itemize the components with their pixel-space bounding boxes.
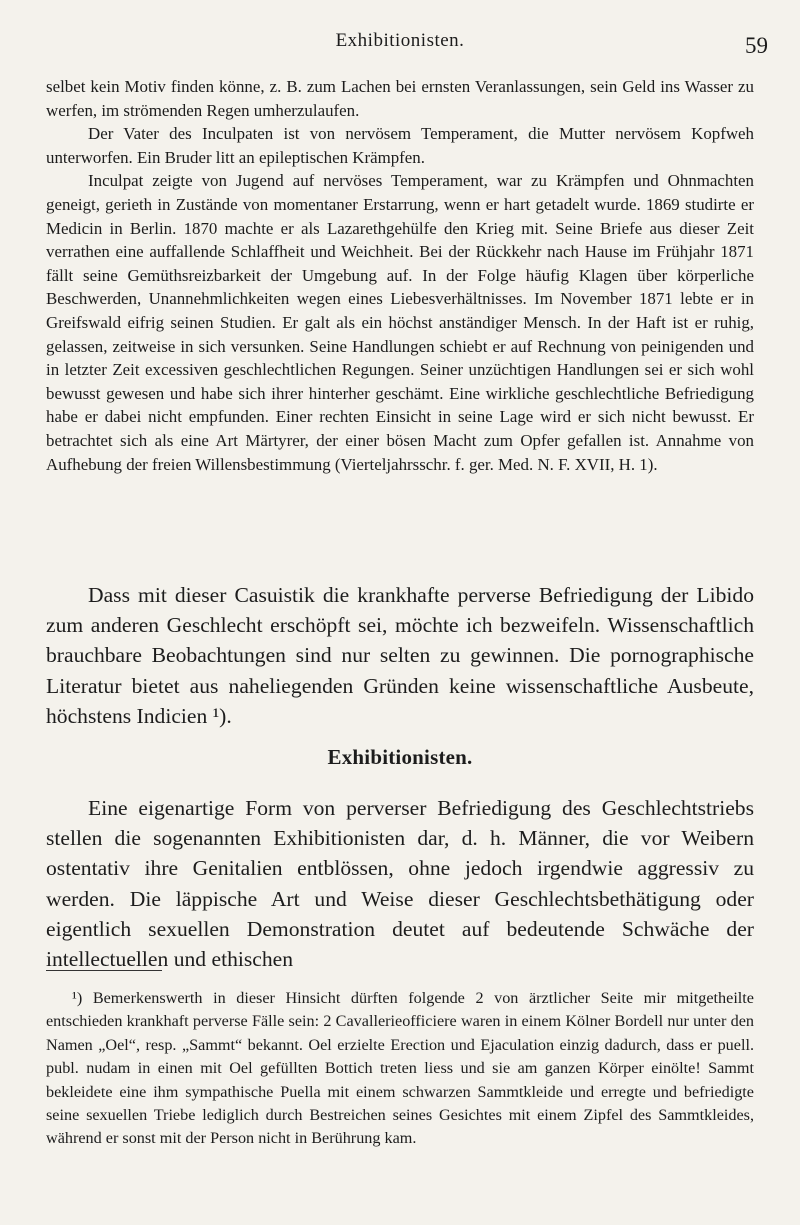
- section-text-block: [46, 793, 754, 974]
- case-paragraph: selbet kein Motiv finden könne, z. B. zum Lachen bei ernsten Veranlassungen, sein Geld ins Wasser zu werfen, im strömenden Regen umherzulaufen.: [46, 77, 754, 120]
- page-number: 59: [745, 33, 768, 58]
- case-paragraph: Der Vater des Inculpaten ist von nervösem Temperament, die Mutter nervösem Kopfweh unterworfen. Ein Bruder litt an epileptischen Krämpfen.: [46, 124, 754, 167]
- footnote: [46, 987, 754, 1151]
- section-paragraph: Eine eigenartige Form von perverser Befriedigung des Geschlechtstriebs stellen die sogenannten Exhibitionisten dar, d. h. Männer, die vor Weibern ostentativ ihre Genitalien entblössen, ohne jedoch irgendwie aggressiv zu werden. Die läppische Art und Weise dieser Geschlechtsbethätigung oder eigentlich sexuellen Demonstration deutet auf bedeutende Schwäche der intellectuellen und ethischen: [46, 796, 754, 972]
- section-heading: Exhibitionisten.: [327, 745, 473, 769]
- footnote-divider: [46, 970, 162, 971]
- main-paragraph: Dass mit dieser Casuistik die krankhafte perverse Befriedigung der Libido zum anderen Geschlecht erschöpft sei, möchte ich bezweifeln. Wissenschaftlich brauchbare Beobachtungen sind nur selten zu gewinnen. Die pornographische Literatur bietet aus naheliegenden Gründen keine wissenschaftliche Ausbeute, höchstens Indicien ¹).: [46, 583, 754, 728]
- case-report-text: [46, 75, 754, 476]
- running-title: Exhibitionisten.: [335, 30, 465, 51]
- case-paragraph: Inculpat zeigte von Jugend auf nervöses Temperament, war zu Krämpfen und Ohnmachten geneigt, gerieth in Zustände von momentaner Erstarrung, wenn er hart getadelt wurde. 1869 studirte er Medicin in Berlin. 1870 machte er als Lazarethgehülfe den Krieg mit. Seine Briefe aus dieser Zeit verrathen eine auffallende Schlaffheit und Weichheit. Bei der Rückkehr nach Hause im Frühjahr 1871 fällt seine Gemüthsreizbarkeit der Umgebung auf. In der Folge häufig Klagen über körperliche Beschwerden, Unannehmlichkeiten wegen eines Liebesverhältnisses. Im November 1871 lebte er in Greifswald eifrig seinen Studien. Er galt als ein höchst anständiger Mensch. In der Haft ist er ruhig, gelassen, zeitweise in sich versunken. Seine Handlungen schiebt er auf Rechnung von peinigenden und in letzter Zeit excessiven geschlechtlichen Regungen. Seiner unzüchtigen Handlungen sei er sich wohl bewusst gewesen und habe sich ihrer hinterher geschämt. Eine wirkliche geschlechtliche Befriedigung habe er dabei nicht empfunden. Einer rechten Einsicht in seine Lage wird er sich nicht bewusst. Er betrachtet sich als eine Art Märtyrer, der einer bösen Macht zum Opfer gefallen ist. Annahme von Aufhebung der freien Willensbestimmung (Vierteljahrsschr. f. ger. Med. N. F. XVII, H. 1).: [46, 171, 754, 474]
- footnote-text: ¹) Bemerkenswerth in dieser Hinsicht dürften folgende 2 von ärztlicher Seite mir mitgetheilte entschieden krankhaft perverse Fälle sein: 2 Cavallerieofficiere waren in einem Kölner Bordell nur unter den Namen „Oel“, resp. „Sammt“ bekannt. Oel erzielte Erection und Ejaculation einzig dadurch, dass er puell. publ. nudam in einen mit Oel gefüllten Bottich treten liess und sie am ganzen Körper einölte! Sammt bekleidete eine ihm sympathische Puella mit einem schwarzen Sammtkleide und erregte und befriedigte seine sexuellen Triebe lediglich durch Bestreichen seines Gesichtes mit einem Zipfel des Sammtkleides, während er sonst mit der Person nicht in Berührung kam.: [46, 989, 754, 1148]
- main-text-block: [46, 580, 754, 731]
